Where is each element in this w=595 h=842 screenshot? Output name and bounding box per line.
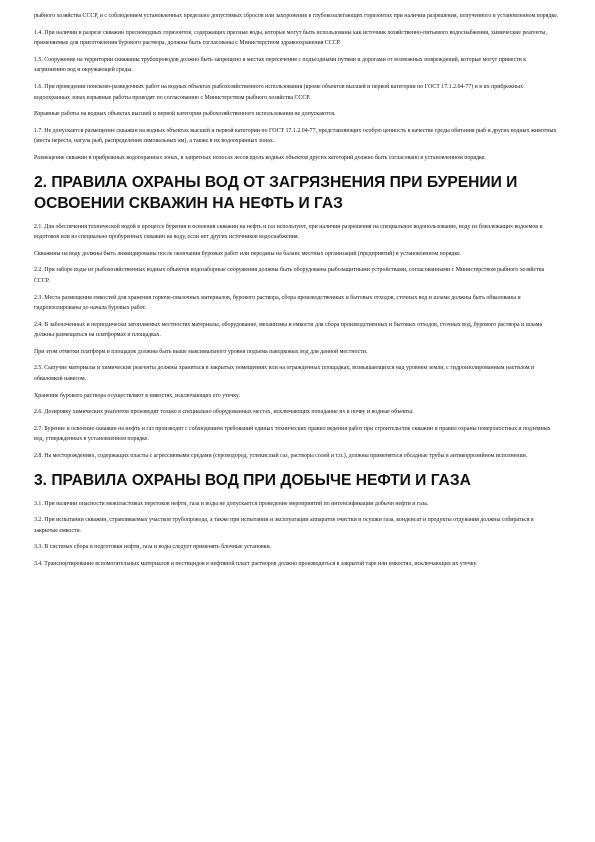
section-3-heading: 3. ПРАВИЛА ОХРАНЫ ВОД ПРИ ДОБЫЧЕ НЕФТИ И ГАЗА xyxy=(34,471,471,489)
paragraph-3-4: 3.4. Транспортирование вспомогательных материалов и пестицидов в нефтяной пласт растворов должно производиться в закрытой таре или емкостях, исключающих их утечку. xyxy=(34,561,478,567)
paragraph-1-7: 1.7. Не допускается размещение скважин на водных объектах высшей и первой категории по ГОСТ 17.1.2.04-77, представляющих особую ценность в качестве среды обитания рыб и других водных животных (места нереста, нагула рыб, распределения зимовальных ям), а также в их водоохранных зонах. xyxy=(34,127,557,145)
paragraph-2-4: 2.4. В заболоченных и периодически затопляемых местностях материалы, оборудование, механизмы и емкости для сбора производственных и бытовых отходов, сточных вод, бурового раствора и шлама должны размещаться на платформах и площадках. xyxy=(34,321,543,339)
paragraph-3-3: 3.3. В системах сбора и подготовки нефти, газа и воды следует применять блочные установки. xyxy=(34,544,272,551)
paragraph-2-4-note: При этом отметки платформ и площадок должны быть выше максимального уровня подъема паводковых вод для данной местности. xyxy=(34,348,368,355)
paragraph-2-1: 2.1. Для обеспечения технической водой в процессе бурения и освоения скважин на нефть и газ используют, при наличии разрешения на специальное водопользование, воду из близлежащих водоемов и водотоков или из специально пробуренных скважин на воду, если нет других источников водоснабжения. xyxy=(34,223,543,241)
paragraph-2-8: 2.8. На месторождениях, содержащих пласты с агрессивными средами (сероводород, углекислый газ, растворы солей и т.п.), должны применяться обсадные трубы в антикоррозийном исполнении. xyxy=(34,453,528,460)
paragraph-3-1: 3.1. При наличии опасности межпластовых перетоков нефти, газа и воды не допускается проведение мероприятий по интенсификации добычи нефти и газа. xyxy=(34,500,429,507)
paragraph-2-3: 2.3. Места размещения емкостей для хранения горюче-смазочных материалов, бурового раствора, сбора производственных и бытовых отходов, сточных вод и шлама должны быть обвалованы и гидроизолированы до начала буровых работ. xyxy=(34,294,521,312)
paragraph-1-6: 1.6. При проведении поисково-разведочных работ на водных объектах рыбохозяйственного использования (кроме объектов высшей и первой категории по ГОСТ 17.1.2.04-77) и в их прибрежных водоохранных зонах взрывные работы проводят по согласованию с Министерством рыбного хозяйства СССР. xyxy=(34,83,524,101)
paragraph-1-6-note: Взрывные работы на водных объектах высшей и первой категории рыбохозяйственного использования не допускаются. xyxy=(34,111,336,118)
paragraph-1-4: 1.4. При наличии в разрезе скважин пресноводных горизонтов, содержащих пресные воды, которые могут быть использованы как источник хозяйственно-питьевого водоснабжения, химические реагенты, применяемые для приготовления бурового раствора, должны быть согласованы с Министерством здравоохранения СССР. xyxy=(34,29,547,47)
paragraph-2-5: 2.5. Сыпучие материалы и химические реагенты должны храниться в закрытых помещениях или на огражденных площадках, возвышающихся над уровнем земли, с гидроизолированным настилом и обваловкой навесом. xyxy=(34,365,535,383)
paragraph-2-1-note: Скважины на воду должны быть ликвидированы после окончания буровых работ или переданы на баланс местных организаций (предприятий) в установленном порядке. xyxy=(34,250,462,257)
paragraph-1-7-note: Размещение скважин в прибрежных водоохранных зонах, в запретных полосах лесов вдоль водных объектов других категорий должно быть согласовано в установленном порядке. xyxy=(34,154,486,161)
paragraph-intro-0: рыбного хозяйства СССР, и с соблюдением установленных предельно допустимых сбросов или захоронения в глубокозалегающих горизонтах при наличии разрешения, полученного в установленном порядке. xyxy=(34,13,559,19)
paragraph-2-5-note: Хранение бурового раствора осуществляют в емкостях, исключающих его утечку. xyxy=(34,392,240,399)
section-2-heading: 2. ПРАВИЛА ОХРАНЫ ВОД ОТ ЗАГРЯЗНЕНИЯ ПРИ БУРЕНИИ И ОСВОЕНИИ СКВАЖИН НА НЕФТЬ И ГАЗ xyxy=(34,173,518,212)
paragraph-2-7: 2.7. Бурение и освоение скважин на нефть и газ производят с соблюдением требований единых технических правил ведения работ при строительстве скважин и правил охраны поверхностных и подземных вод, утвержденных в установленном порядке. xyxy=(34,425,551,443)
paragraph-3-2: 3.2. При испытании скважин, стравливаемых участков трубопровода, а также при испытании и эксплуатации аппаратов очистки и осушки газа, конденсат и продукты отдувания должны собираться в закрытые емкости. xyxy=(34,517,534,534)
paragraph-1-5: 1.5. Сооружение на территории скважины трубопроводов должно быть запрещено в местах пересечения с подъездными путями и дорогами от возможных повреждений, которые могут привести к загрязнению вод и окружающей среды. xyxy=(34,56,527,74)
paragraph-2-2: 2.2. При заборе воды из рыбохозяйственных водных объектов водозаборные сооружения должны быть оборудованы рыбозащитными устройствами, согласованными с Министерством рыбного хозяйства СССР. xyxy=(34,267,545,284)
paragraph-2-6: 2.6. Дозировку химических реагентов производят только в специально оборудованных местах, исключающих попадание их в почву и водные объекты. xyxy=(34,409,414,416)
